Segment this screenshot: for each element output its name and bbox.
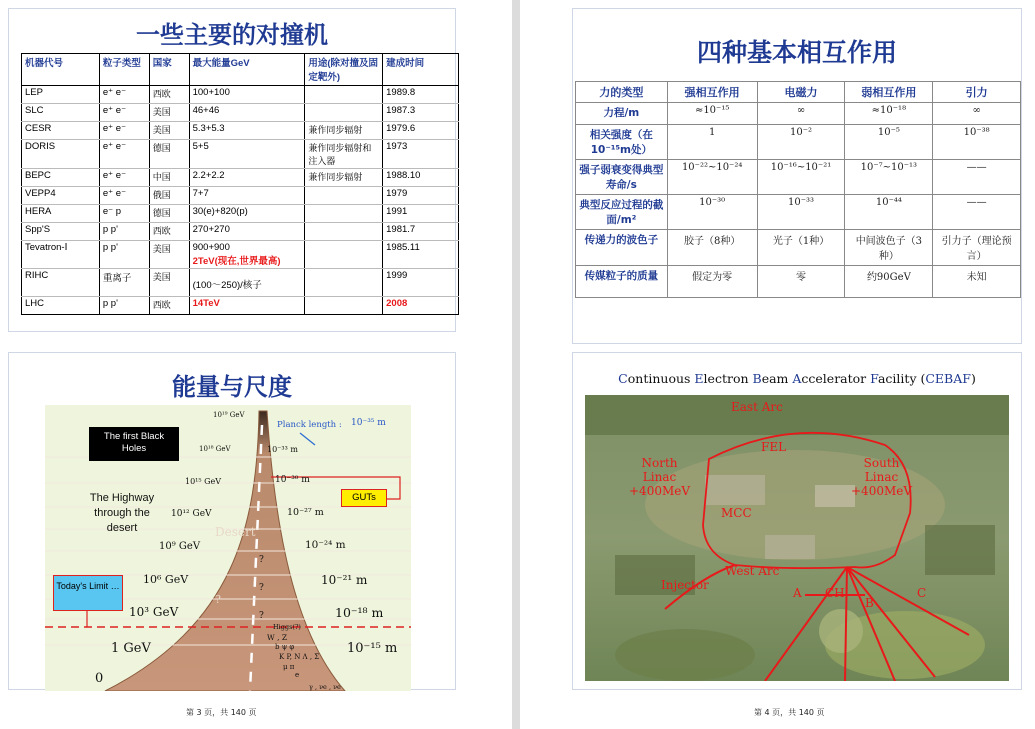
table-cell [99, 269, 149, 297]
mcc-label: MCC [721, 506, 752, 520]
slide-title: 能量与尺度 [172, 373, 292, 401]
cell-text: 德国 [152, 144, 171, 154]
table-cell [383, 104, 459, 122]
length-label: 10⁻²⁷ m [287, 507, 324, 518]
cell-text: e⁻ p [102, 206, 122, 217]
row-header: 强子弱衰变得典型寿命/s [576, 160, 668, 195]
table-cell: —— [933, 160, 1021, 195]
table-cell [149, 187, 189, 205]
cell-text: 西欧 [152, 90, 171, 100]
table-cell [305, 241, 383, 269]
table-row [22, 297, 459, 315]
cell-text: 5.3+5.3 [192, 123, 225, 134]
cell-text: 46+46 [192, 105, 220, 116]
page-4 [520, 0, 1035, 729]
cell-text: 重离子 [102, 273, 132, 284]
table-cell: —— [933, 195, 1021, 230]
hall-a-label: A [793, 586, 802, 600]
table-cell: 10⁻⁷~10⁻¹³ [845, 160, 933, 195]
length-label: 10⁻¹⁸ m [335, 605, 384, 620]
table-cell [189, 104, 305, 122]
table-cell [22, 187, 100, 205]
cell-text: 兼作同步辐射和注入器 [308, 144, 372, 167]
table-cell [189, 205, 305, 223]
cell-text: 1985.11 [386, 242, 420, 253]
cell-text: Spp'S [25, 224, 51, 235]
table-cell [305, 104, 383, 122]
table-cell [99, 86, 149, 104]
table-cell [149, 104, 189, 122]
particle-label: e [295, 671, 300, 679]
slide-title: 一些主要的对撞机 [136, 21, 328, 49]
planck-length-value: 10⁻³⁵ m [351, 418, 386, 428]
energy-label: 10¹⁹ GeV [213, 411, 245, 419]
title-capital: A [792, 371, 802, 386]
cebaf-aerial-photo [585, 395, 1009, 681]
title-capital: B [752, 371, 762, 386]
highway-label: The Highway through the desert [89, 492, 155, 534]
page-3 [0, 0, 512, 729]
column-header: 电磁力 [757, 82, 845, 103]
energy-label: 0 [95, 671, 104, 686]
table-cell [189, 187, 305, 205]
table-cell: 1 [667, 125, 757, 160]
column-header: 力的类型 [576, 82, 668, 103]
table-cell [189, 241, 305, 269]
energy-label: 10⁶ GeV [143, 573, 189, 586]
cell-text: CESR [25, 123, 52, 134]
column-header: 机器代号 [22, 54, 100, 86]
cell-text: 14TeV [192, 298, 220, 309]
table-cell: 中间波色子（3种） [845, 230, 933, 266]
slide-title [573, 371, 1021, 386]
table-cell [383, 223, 459, 241]
table-cell [305, 297, 383, 315]
cell-text: 兼作同步辐射 [308, 126, 363, 136]
table-cell: 胶子（8种） [667, 230, 757, 266]
table-cell: ≈10⁻¹⁵ [667, 103, 757, 125]
table-cell [189, 86, 305, 104]
table-cell: 未知 [933, 266, 1021, 298]
table-cell [149, 205, 189, 223]
table-cell: 10⁻³⁰ [667, 195, 757, 230]
column-header: 建成时间 [383, 54, 459, 86]
slide-energy-scale [8, 352, 456, 690]
table-row [22, 140, 459, 169]
cell-text: 美国 [152, 126, 171, 136]
cell-text: 美国 [152, 245, 171, 255]
length-label: 10⁻³³ m [267, 445, 298, 454]
table-cell: 10⁻⁴⁴ [845, 195, 933, 230]
length-label: 10⁻²¹ m [321, 573, 368, 587]
title-word: ccelerator [801, 371, 871, 386]
column-header: 引力 [933, 82, 1021, 103]
table-cell [305, 169, 383, 187]
energy-label: 10⁹ GeV [159, 541, 201, 552]
table-cell: 10⁻³³ [757, 195, 845, 230]
table-row [22, 86, 459, 104]
cell-text: (100〜250)/核子 [192, 280, 262, 291]
cell-text: 1989.8 [386, 87, 416, 98]
row-header: 典型反应过程的截面/m² [576, 195, 668, 230]
hall-b-label: B [865, 596, 874, 610]
cell-text: BEPC [25, 170, 51, 181]
fel-label: FEL [761, 440, 787, 454]
cell-text: 西欧 [152, 227, 171, 237]
table-cell [383, 187, 459, 205]
colliders-table [21, 53, 459, 315]
table-cell [305, 269, 383, 297]
title-capital: F [870, 371, 878, 386]
north-linac-label: North Linac +400MeV [629, 456, 691, 498]
cell-text: HERA [25, 206, 52, 217]
question-mark: ? [215, 593, 221, 606]
table-cell [149, 223, 189, 241]
energy-note: 2TeV(现在,世界最高) [192, 256, 281, 267]
hall-ch-label: CH [825, 586, 845, 600]
row-header: 传递力的波色子 [576, 230, 668, 266]
title-word: eam [761, 371, 793, 386]
table-cell: ∞ [933, 103, 1021, 125]
table-cell [305, 187, 383, 205]
particle-label: Higgs(?) [273, 623, 301, 631]
cell-text: 兼作同步辐射 [308, 173, 363, 183]
slide-cebaf [572, 352, 1022, 690]
energy-label: 10¹⁸ GeV [199, 445, 231, 453]
cell-text: VEPP4 [25, 188, 56, 199]
row-header: 相关强度（在10⁻¹⁵m处） [576, 125, 668, 160]
cell-text: RIHC [25, 270, 49, 281]
table-cell [99, 169, 149, 187]
table-row [22, 269, 459, 297]
table-cell: 10⁻³⁸ [933, 125, 1021, 160]
particle-label: μ π [283, 663, 295, 671]
energy-label: 10¹² GeV [171, 509, 212, 519]
table-cell [305, 122, 383, 140]
table-cell: 引力子（理论预言） [933, 230, 1021, 266]
table-cell [22, 86, 100, 104]
table-cell [383, 169, 459, 187]
table-cell [305, 86, 383, 104]
table-header-row [576, 82, 1021, 103]
question-mark: ? [259, 583, 264, 593]
table-cell [99, 241, 149, 269]
table-cell: 10⁻¹⁶~10⁻²¹ [757, 160, 845, 195]
cell-text: 5+5 [192, 141, 209, 152]
page-divider [512, 0, 520, 729]
cell-text: 俄国 [152, 191, 171, 201]
title-acronym: CEBAF [925, 371, 971, 386]
cell-text: 2008 [386, 298, 408, 309]
column-header: 用途(除对撞及固定靶外) [305, 54, 383, 86]
table-row [576, 160, 1021, 195]
table-cell [383, 122, 459, 140]
planck-length-label: Planck length : [277, 420, 342, 430]
question-mark: ? [259, 611, 264, 621]
cell-text: LHC [25, 298, 45, 309]
table-cell [149, 169, 189, 187]
table-cell: 10⁻⁵ [845, 125, 933, 160]
length-label: 10⁻¹⁵ m [347, 641, 398, 656]
cell-text: 1999 [386, 270, 408, 281]
row-header: 传媒粒子的质量 [576, 266, 668, 298]
cell-text: 7+7 [192, 188, 209, 199]
cell-text: 1981.7 [386, 224, 416, 235]
cell-text: 900+900 [192, 242, 230, 253]
cell-text: 1991 [386, 206, 408, 217]
cebaf-photo [585, 395, 1009, 681]
table-row [576, 195, 1021, 230]
cell-text: 1973 [386, 141, 408, 152]
title-capital: E [694, 371, 704, 386]
table-cell [305, 205, 383, 223]
table-cell [22, 169, 100, 187]
table-cell [189, 269, 305, 297]
energy-label: 10³ GeV [129, 605, 179, 619]
slide-colliders [8, 8, 456, 332]
cell-text: e⁺ e⁻ [102, 170, 127, 181]
table-cell [149, 122, 189, 140]
table-cell [189, 122, 305, 140]
cell-text: 1988.10 [386, 170, 421, 181]
table-row [576, 266, 1021, 298]
table-cell [22, 205, 100, 223]
table-cell [22, 269, 100, 297]
table-row [576, 230, 1021, 266]
slide-title: 四种基本相互作用 [696, 38, 897, 67]
table-cell [149, 241, 189, 269]
row-header: 力程/m [576, 103, 668, 125]
interactions-table [575, 81, 1021, 298]
column-header: 最大能量GeV [189, 54, 305, 86]
table-cell: 假定为零 [667, 266, 757, 298]
cell-text: e⁺ e⁻ [102, 87, 127, 98]
column-header: 弱相互作用 [845, 82, 933, 103]
table-cell [22, 140, 100, 169]
table-cell: 零 [757, 266, 845, 298]
table-cell [22, 122, 100, 140]
table-cell [383, 140, 459, 169]
desert-label: Desert [215, 525, 256, 539]
cell-text: 2.2+2.2 [192, 170, 225, 181]
particle-label: W , Z [267, 633, 288, 642]
table-cell [99, 297, 149, 315]
cell-text: 30(e)+820(p) [192, 206, 248, 217]
table-row [22, 241, 459, 269]
title-word: acility ( [877, 371, 926, 386]
hall-c-label: C [917, 586, 927, 600]
table-cell: 10⁻²²~10⁻²⁴ [667, 160, 757, 195]
table-cell [305, 223, 383, 241]
table-cell [149, 297, 189, 315]
table-cell [99, 140, 149, 169]
table-cell [149, 86, 189, 104]
black-holes-box: The first Black Holes [89, 427, 179, 461]
cell-text: p p' [102, 242, 118, 253]
cell-text: 1979 [386, 188, 408, 199]
title-paren: ) [970, 371, 976, 386]
table-row [22, 122, 459, 140]
cell-text: LEP [25, 87, 43, 98]
table-header-row [22, 54, 459, 86]
table-cell [383, 86, 459, 104]
cell-text: p p' [102, 298, 118, 309]
table-row [22, 104, 459, 122]
cell-text: DORIS [25, 141, 56, 152]
cell-text: 中国 [152, 173, 171, 183]
cell-text: 270+270 [192, 224, 230, 235]
particle-label: b ψ φ [275, 643, 295, 651]
table-cell [189, 223, 305, 241]
particle-label: K P, N Λ , Σ [279, 653, 320, 661]
table-cell: 10⁻² [757, 125, 845, 160]
table-cell [99, 122, 149, 140]
title-word: ontinuous [627, 371, 695, 386]
table-cell [189, 169, 305, 187]
cell-text: SLC [25, 105, 44, 116]
page-footer: 第 4 页，共 140 页 [754, 708, 825, 717]
table-row [22, 205, 459, 223]
column-header: 国家 [149, 54, 189, 86]
cell-text: 100+100 [192, 87, 230, 98]
table-row [22, 187, 459, 205]
slide-four-interactions [572, 8, 1022, 344]
energy-label: 10¹⁵ GeV [185, 477, 222, 486]
table-cell [149, 140, 189, 169]
guts-box: GUTs [341, 489, 387, 507]
east-arc-label: East Arc [731, 400, 783, 414]
column-header: 粒子类型 [99, 54, 149, 86]
question-mark: ? [259, 555, 264, 565]
cell-text: 美国 [152, 273, 171, 283]
table-cell [22, 104, 100, 122]
cell-text: e⁺ e⁻ [102, 141, 127, 152]
west-arc-label: West Arc [725, 564, 780, 578]
cell-text: 1979.6 [386, 123, 416, 134]
cell-text: e⁺ e⁻ [102, 188, 127, 199]
table-cell [22, 223, 100, 241]
table-cell: 约90GeV [845, 266, 933, 298]
column-header: 强相互作用 [667, 82, 757, 103]
cell-text: Tevatron-Ⅰ [25, 242, 68, 253]
cell-text: 西欧 [152, 301, 171, 311]
table-cell: ∞ [757, 103, 845, 125]
table-cell: ≈10⁻¹⁸ [845, 103, 933, 125]
table-cell [383, 297, 459, 315]
table-row [22, 169, 459, 187]
cell-text: 美国 [152, 108, 171, 118]
table-cell [99, 223, 149, 241]
table-row [22, 223, 459, 241]
cell-text: e⁺ e⁻ [102, 123, 127, 134]
table-cell [305, 140, 383, 169]
table-cell [383, 269, 459, 297]
table-cell [149, 269, 189, 297]
south-linac-label: South Linac +400MeV [851, 456, 913, 498]
table-cell [383, 241, 459, 269]
table-cell [383, 205, 459, 223]
table-row [576, 125, 1021, 160]
cell-text: 德国 [152, 209, 171, 219]
table-row [576, 103, 1021, 125]
table-cell [22, 241, 100, 269]
cell-text: p p' [102, 224, 118, 235]
title-capital: C [618, 371, 628, 386]
cell-text: e⁺ e⁻ [102, 105, 127, 116]
cell-text: 1987.3 [386, 105, 416, 116]
table-cell [99, 104, 149, 122]
length-label: 10⁻³⁰ m [275, 475, 310, 485]
table-cell: 光子（1种） [757, 230, 845, 266]
title-word: lectron [703, 371, 753, 386]
table-cell [189, 297, 305, 315]
energy-label: 1 GeV [111, 641, 151, 656]
particle-label: γ , νe , νe [309, 683, 341, 691]
todays-limit-box: Today's Limit … [53, 575, 123, 611]
page-footer: 第 3 页，共 140 页 [186, 708, 257, 717]
injector-label: Injector [661, 578, 709, 592]
table-cell [99, 187, 149, 205]
table-cell [189, 140, 305, 169]
table-cell [99, 205, 149, 223]
length-label: 10⁻²⁴ m [305, 539, 346, 551]
energy-diagram [45, 405, 411, 691]
table-cell [22, 297, 100, 315]
